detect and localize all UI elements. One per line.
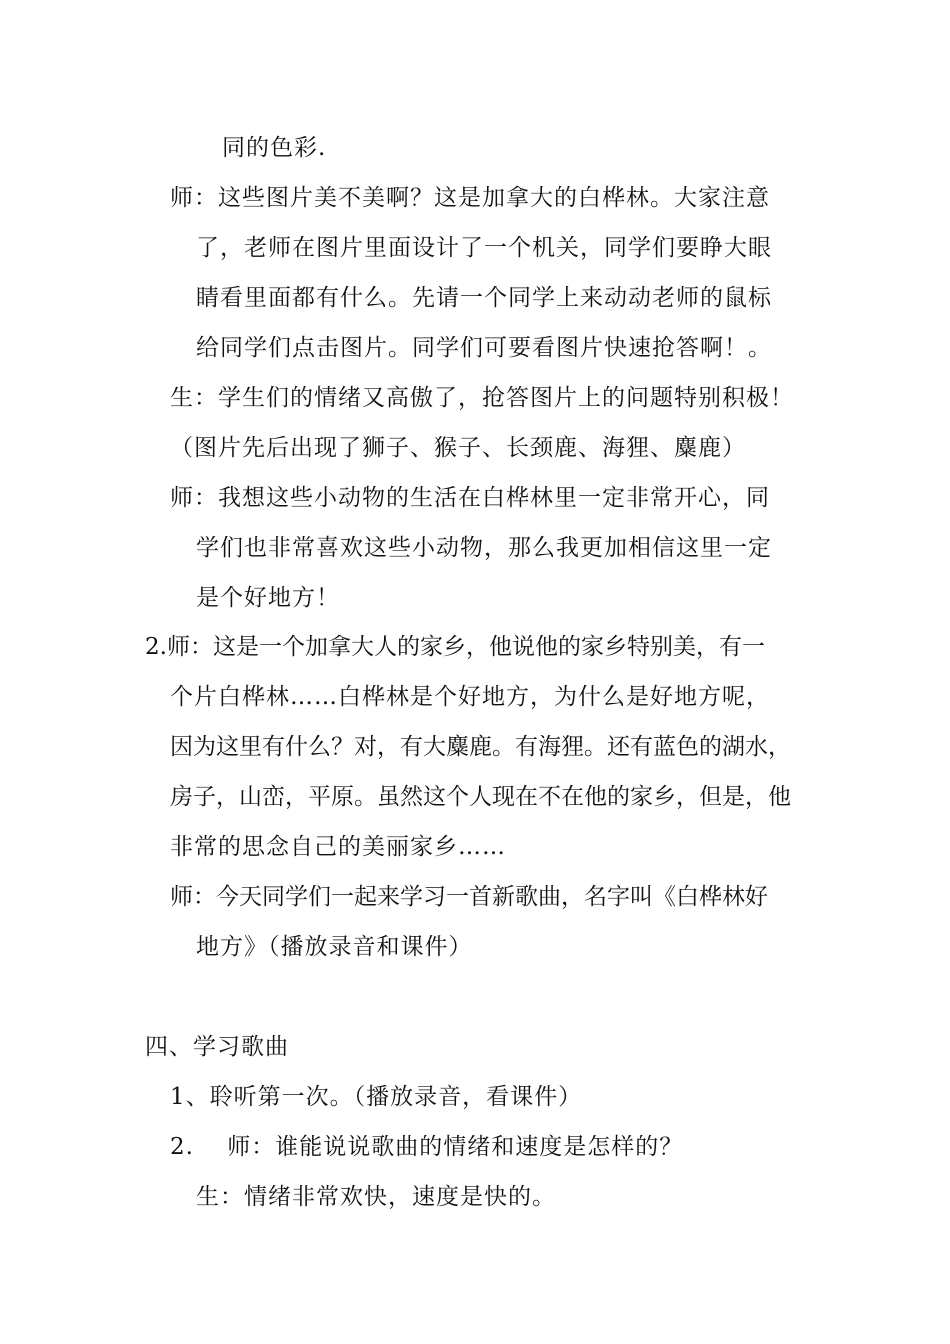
text-line-19: 1、聆听第一次。（播放录音，看课件） [170,1084,583,1110]
text-line-12: 个片白桦林……白桦林是个好地方，为什么是好地方呢， [170,684,770,710]
text-line-14: 房子，山峦，平原。虽然这个人现在不在他的家乡，但是，他 [170,784,791,810]
text-line-6: 生：学生们的情绪又高傲了，抢答图片上的问题特别积极！ [170,385,794,411]
text-line-21: 生：情绪非常欢快，速度是快的。 [196,1184,556,1210]
text-line-2: 师：这些图片美不美啊？这是加拿大的白桦林。大家注意 [170,185,770,211]
text-line-3: 了，老师在图片里面设计了一个机关，同学们要睁大眼 [196,235,772,261]
text-line-20: 2. 师：谁能说说歌曲的情绪和速度是怎样的？ [170,1134,684,1160]
text-line-9: 学们也非常喜欢这些小动物，那么我更加相信这里一定 [196,535,772,561]
text-line-16: 师：今天同学们一起来学习一首新歌曲，名字叫《白桦林好 [170,884,768,910]
text-line-1: 同的色彩. [222,135,327,161]
text-line-11: 2.师：这是一个加拿大人的家乡，他说他的家乡特别美，有一 [145,634,765,660]
text-line-15: 非常的思念自己的美丽家乡…… [170,834,506,860]
text-line-13: 因为这里有什么？对，有大麋鹿。有海狸。还有蓝色的湖水， [170,734,791,760]
text-line-7: （图片先后出现了狮子、猴子、长颈鹿、海狸、麋鹿） [170,435,746,461]
text-line-17: 地方》（播放录音和课件） [196,934,473,960]
section-heading: 四、学习歌曲 [145,1034,289,1060]
text-line-8: 师：我想这些小动物的生活在白桦林里一定非常开心，同 [170,485,770,511]
text-line-10: 是个好地方！ [196,585,340,611]
text-line-5: 给同学们点击图片。同学们可要看图片快速抢答啊！。 [196,335,772,361]
text-line-4: 睛看里面都有什么。先请一个同学上来动动老师的鼠标 [196,285,772,311]
